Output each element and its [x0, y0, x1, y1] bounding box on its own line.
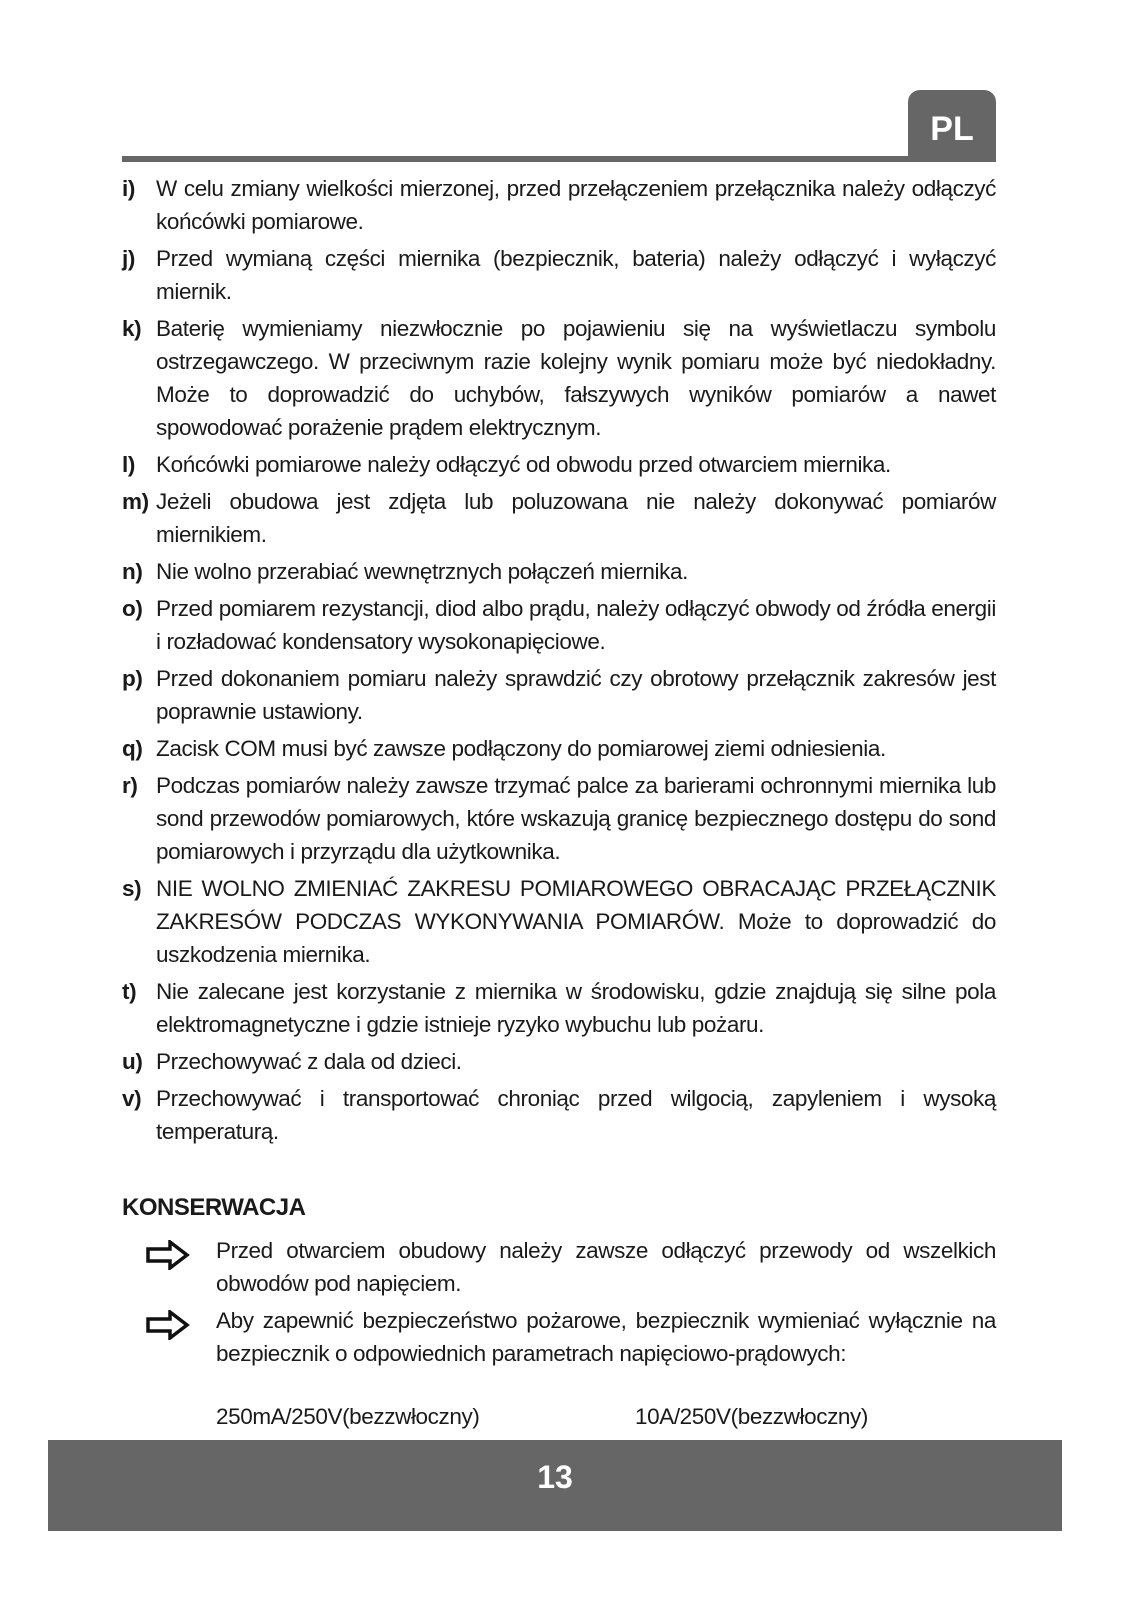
item-label: v) [122, 1086, 142, 1111]
list-item [122, 975, 996, 1041]
list-item [122, 1045, 996, 1078]
item-label: p) [122, 666, 143, 691]
item-label: s) [122, 876, 142, 901]
fuse-spec: 250mA/250V(bezzwłoczny) [216, 1404, 480, 1429]
item-label: t) [122, 979, 137, 1004]
item-label: o) [122, 596, 143, 621]
language-badge: PL [908, 90, 996, 162]
item-text: W celu zmiany wielkości mierzonej, przed przełączeniem przełącznika należy odłączyć końcówki pomiarowe. [156, 176, 996, 234]
list-item [122, 242, 996, 308]
arrow-right-icon [146, 1310, 190, 1340]
item-text: Przechowywać z dala od dzieci. [156, 1049, 462, 1074]
list-item [122, 592, 996, 658]
item-text: Jeżeli obudowa jest zdjęta lub poluzowana nie należy dokonywać pomiarów miernikiem. [156, 489, 996, 547]
item-label: r) [122, 773, 138, 798]
item-text: Baterię wymieniamy niezwłocznie po pojawieniu się na wyświetlaczu symbolu ostrzegawczego. W przeciwnym razie kolejny wynik pomiaru może być niedokładny. Może to doprowadzić do uchybów, fałszywych wyników pomiarów a nawet spowodować porażenie prądem elektrycznym. [156, 316, 996, 440]
list-item [122, 769, 996, 868]
item-label: i) [122, 176, 135, 201]
item-label: u) [122, 1049, 143, 1074]
item-text: Końcówki pomiarowe należy odłączyć od obwodu przed otwarciem miernika. [156, 452, 891, 477]
item-label: k) [122, 316, 142, 341]
list-item [122, 312, 996, 444]
item-text: Przed wymianą części miernika (bezpiecznik, bateria) należy odłączyć i wyłączyć miernik. [156, 246, 996, 304]
item-label: l) [122, 452, 135, 477]
maintenance-bullet [146, 1234, 996, 1300]
maintenance-bullet [146, 1304, 996, 1370]
item-text: Nie zalecane jest korzystanie z miernika w środowisku, gdzie znajdują się silne pola elektromagnetyczne i gdzie istnieje ryzyko wybuchu lub pożaru. [156, 979, 996, 1037]
item-label: j) [122, 246, 135, 271]
list-item [122, 662, 996, 728]
item-text: Przed dokonaniem pomiaru należy sprawdzić czy obrotowy przełącznik zakresów jest poprawnie ustawiony. [156, 666, 996, 724]
fuse-spec: 10A/250V(bezzwłoczny) [635, 1404, 868, 1429]
item-text: Przechowywać i transportować chroniąc przed wilgocią, zapyleniem i wysoką temperaturą. [156, 1086, 996, 1144]
list-item [122, 872, 996, 971]
safety-list [122, 172, 996, 1152]
item-label: m) [122, 489, 149, 514]
list-item [122, 485, 996, 551]
page-number: 13 [48, 1440, 1062, 1531]
section-heading: KONSERWACJA [122, 1194, 306, 1221]
item-text: Zacisk COM musi być zawsze podłączony do pomiarowej ziemi odniesienia. [156, 736, 886, 761]
header-rule [122, 156, 996, 162]
list-item [122, 448, 996, 481]
list-item [122, 172, 996, 238]
bullet-text: Aby zapewnić bezpieczeństwo pożarowe, bezpiecznik wymieniać wyłącznie na bezpiecznik o odpowiednich parametrach napięciowo-prądowych: [216, 1308, 996, 1366]
bullet-text: Przed otwarciem obudowy należy zawsze odłączyć przewody od wszelkich obwodów pod napięciem. [216, 1238, 996, 1296]
list-item [122, 732, 996, 765]
item-label: n) [122, 559, 143, 584]
item-label: q) [122, 736, 143, 761]
list-item [122, 1082, 996, 1148]
item-text: NIE WOLNO ZMIENIAĆ ZAKRESU POMIAROWEGO OBRACAJĄC PRZEŁĄCZNIK ZAKRESÓW PODCZAS WYKONYWANIA POMIARÓW. Może to doprowadzić do uszkodzenia miernika. [156, 876, 996, 967]
item-text: Nie wolno przerabiać wewnętrznych połączeń miernika. [156, 559, 688, 584]
list-item [122, 555, 996, 588]
arrow-right-icon [146, 1240, 190, 1270]
item-text: Przed pomiarem rezystancji, diod albo prądu, należy odłączyć obwody od źródła energii i rozładować kondensatory wysokonapięciowe. [156, 596, 996, 654]
item-text: Podczas pomiarów należy zawsze trzymać palce za barierami ochronnymi miernika lub sond przewodów pomiarowych, które wskazują granicę bezpiecznego dostępu do sond pomiarowych i przyrządu dla użytkownika. [156, 773, 996, 864]
